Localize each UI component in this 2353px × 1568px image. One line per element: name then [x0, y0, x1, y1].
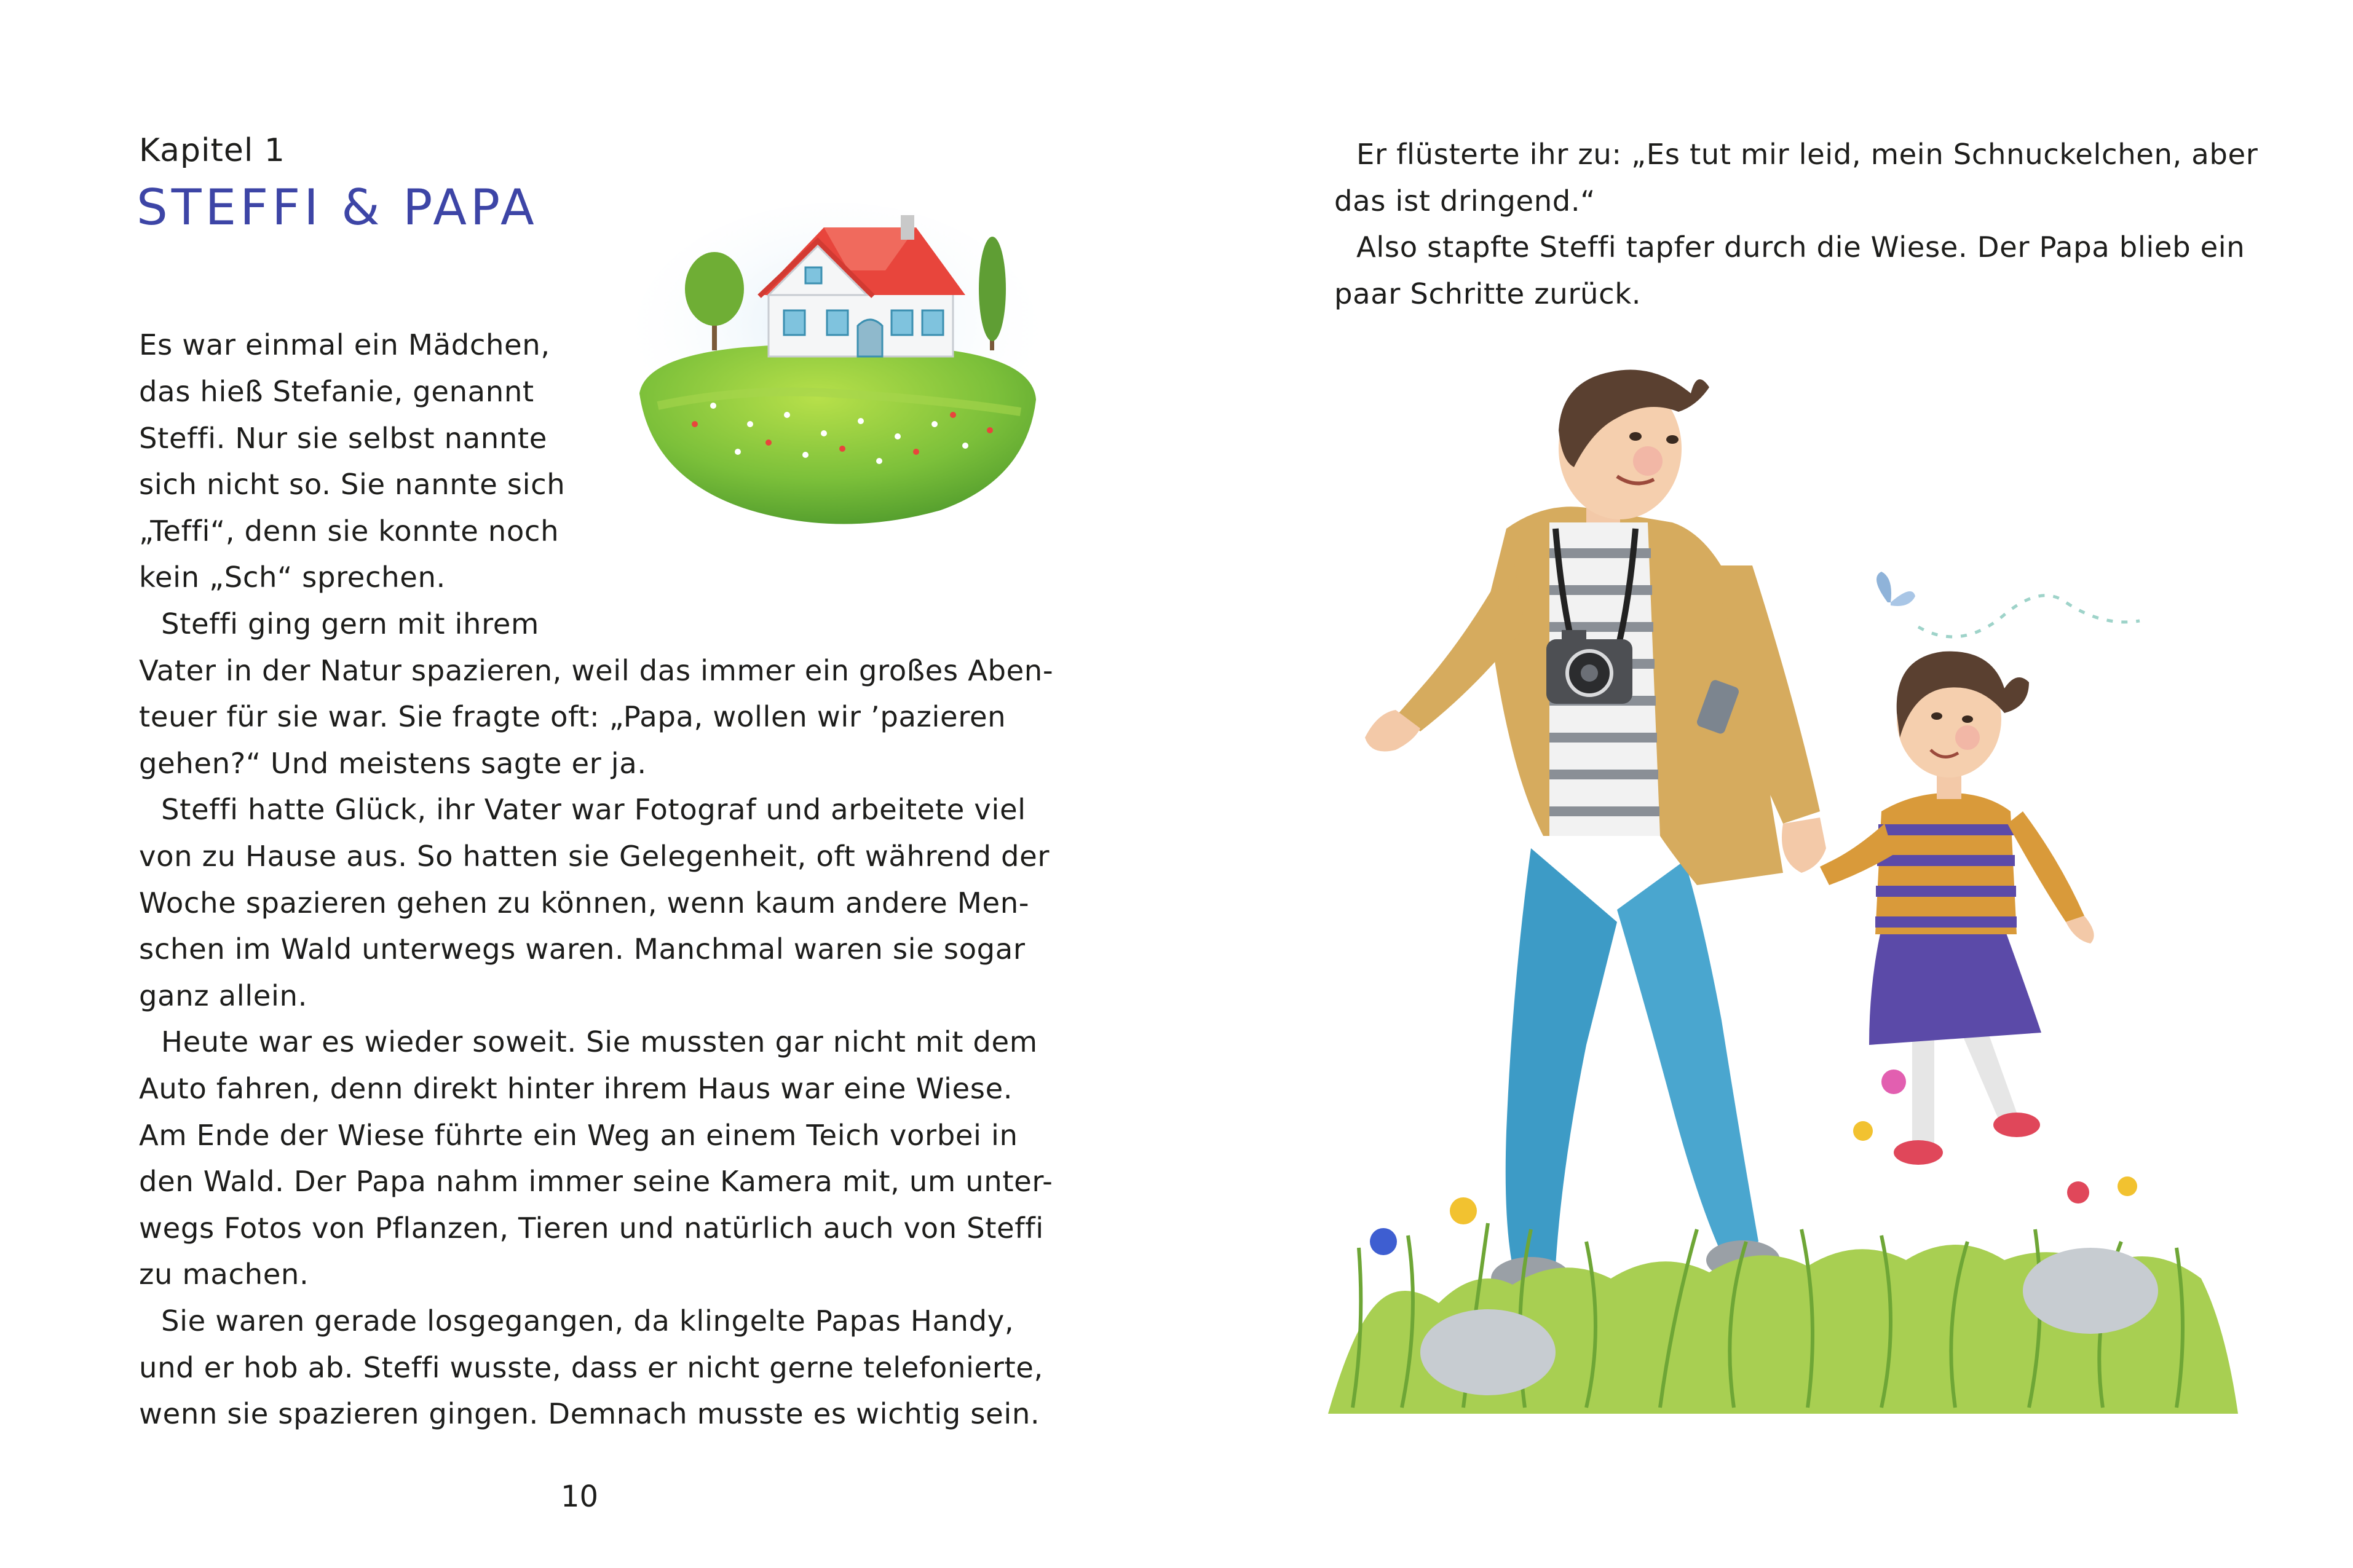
- text-line: wegs Fotos von Pflanzen, Tieren und natürlich auch von Steffi: [139, 1211, 1044, 1245]
- text-line: Er flüsterte ihr zu: „Es tut mir leid, mein Schnuckelchen, aber: [1356, 138, 2258, 171]
- text-line: das ist dringend.“: [1334, 184, 1596, 218]
- camera-icon: [1546, 630, 1632, 704]
- text-line: „Teffi“, denn sie konnte noch: [139, 514, 560, 548]
- text-line: Sie waren gerade losgegangen, da klingelte Papas Handy,: [161, 1304, 1014, 1338]
- text-line: Steffi hatte Glück, ihr Vater war Fotograf und arbeitete viel: [161, 793, 1026, 826]
- text-line: wenn sie spazieren gingen. Demnach musste es wichtig sein.: [139, 1397, 1040, 1430]
- text-line: Es war einmal ein Mädchen,: [139, 328, 550, 361]
- text-line: teuer für sie war. Sie fragte oft: „Papa, wollen wir ’pazieren: [139, 700, 1006, 733]
- text-line: gehen?“ Und meistens sagte er ja.: [139, 747, 647, 780]
- text-line: Also stapfte Steffi tapfer durch die Wiese. Der Papa blieb ein: [1356, 230, 2245, 264]
- butterfly-icon: [1876, 572, 1915, 606]
- text-line: Steffi ging gern mit ihrem: [161, 607, 539, 640]
- text-line: schen im Wald unterwegs waren. Manchmal waren sie sogar: [139, 932, 1026, 966]
- page-number: 10: [561, 1479, 599, 1514]
- chapter-title: STEFFI & PAPA: [136, 179, 538, 236]
- text-line: den Wald. Der Papa nahm immer seine Kamera mit, um unter-: [139, 1165, 1053, 1198]
- text-line: Am Ende der Wiese führte ein Weg an einem Teich vorbei in: [139, 1119, 1018, 1152]
- text-line: Steffi. Nur sie selbst nannte: [139, 422, 547, 455]
- text-line: Woche spazieren gehen zu können, wenn kaum andere Men-: [139, 886, 1030, 920]
- text-line: Auto fahren, denn direkt hinter ihrem Haus war eine Wiese.: [139, 1072, 1013, 1105]
- text-line: das hieß Stefanie, genannt: [139, 375, 534, 408]
- father-and-daughter-walking-illustration: [1328, 369, 2250, 1426]
- text-line: und er hob ab. Steffi wusste, dass er nicht gerne telefonierte,: [139, 1351, 1043, 1384]
- text-line: kein „Sch“ sprechen.: [139, 561, 446, 594]
- chapter-label: Kapitel 1: [139, 132, 285, 169]
- text-line: zu machen.: [139, 1258, 309, 1291]
- text-line: Heute war es wieder soweit. Sie mussten gar nicht mit dem: [161, 1025, 1038, 1058]
- house-on-hill-illustration: [621, 203, 1051, 547]
- text-line: von zu Hause aus. So hatten sie Gelegenheit, oft während der: [139, 840, 1050, 873]
- text-line: paar Schritte zurück.: [1334, 277, 1642, 310]
- text-line: ganz allein.: [139, 979, 307, 1012]
- text-line: sich nicht so. Sie nannte sich: [139, 468, 566, 501]
- text-line: Vater in der Natur spazieren, weil das immer ein großes Aben-: [139, 654, 1054, 687]
- left-page: [0, 0, 1176, 1568]
